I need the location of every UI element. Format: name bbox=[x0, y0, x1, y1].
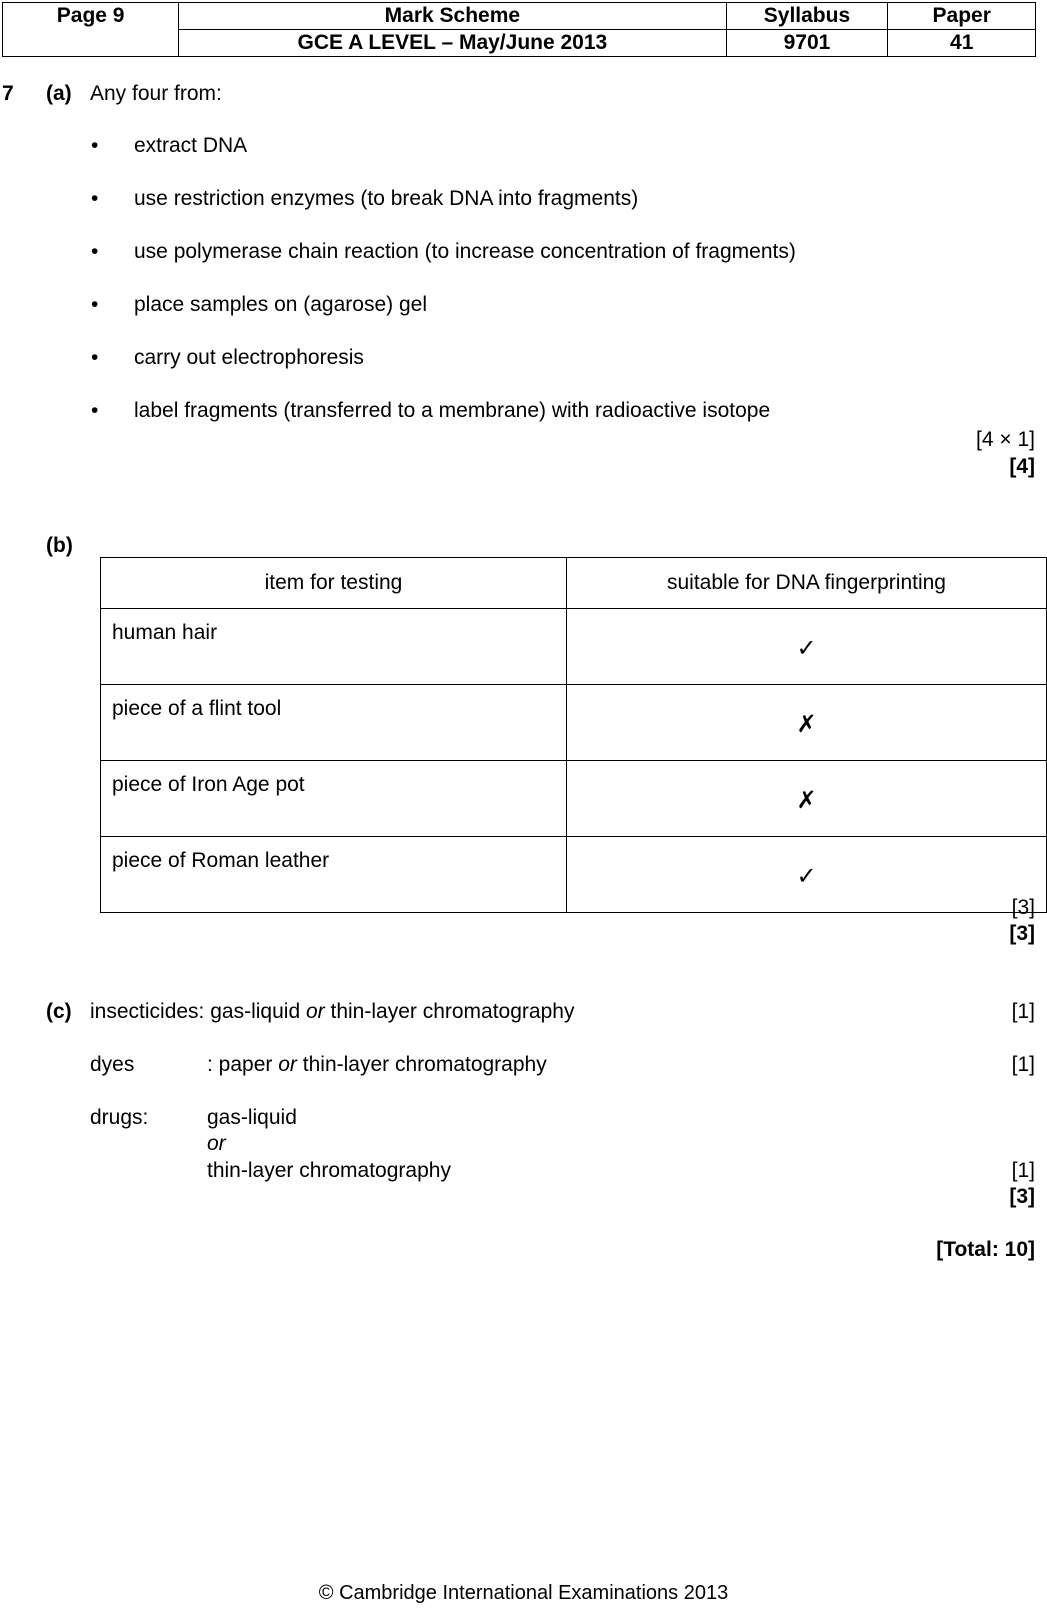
column-header-item: item for testing bbox=[101, 558, 567, 609]
bullet-text: extract DNA bbox=[134, 134, 248, 157]
drugs-or: or bbox=[207, 1132, 226, 1155]
cross-icon: ✗ bbox=[567, 685, 1047, 761]
bullet-glyph: • bbox=[91, 346, 99, 369]
table-row bbox=[101, 609, 1047, 685]
paper-number: 41 bbox=[888, 30, 1036, 57]
cross-icon: ✗ bbox=[567, 761, 1047, 837]
insecticides-method-b: thin-layer chromatography bbox=[330, 1000, 575, 1023]
dyes-method-a: : paper bbox=[207, 1053, 273, 1076]
paper-label: Paper bbox=[888, 3, 1036, 30]
bullet-glyph: • bbox=[91, 187, 99, 210]
item-cell: piece of Iron Age pot bbox=[101, 761, 567, 837]
part-b-marks-each: [3] bbox=[1011, 896, 1035, 919]
bullet-text: carry out electrophoresis bbox=[134, 346, 364, 369]
bullet-text: use restriction enzymes (to break DNA into fragments) bbox=[134, 187, 639, 210]
drugs-mark: [1] bbox=[1011, 1159, 1035, 1182]
exam-title: GCE A LEVEL – May/June 2013 bbox=[179, 30, 726, 57]
copyright-footer: © Cambridge International Examinations 2013 bbox=[318, 1582, 729, 1604]
part-a-marks-each: [4 × 1] bbox=[976, 428, 1035, 451]
part-b-label: (b) bbox=[46, 534, 73, 557]
bullet-text: label fragments (transferred to a membrane) with radioactive isotope bbox=[134, 399, 771, 422]
tick-icon: ✓ bbox=[567, 609, 1047, 685]
dyes-method-b: thin-layer chromatography bbox=[302, 1053, 547, 1076]
header-table bbox=[2, 2, 1036, 57]
bullet-text: use polymerase chain reaction (to increase concentration of fragments) bbox=[134, 240, 796, 263]
bullet-glyph: • bbox=[91, 293, 99, 316]
insecticides-or: or bbox=[305, 1000, 325, 1023]
item-cell: piece of Roman leather bbox=[101, 837, 567, 913]
dyes-label: dyes bbox=[90, 1053, 135, 1076]
tick-icon: ✓ bbox=[567, 837, 1047, 913]
mark-scheme-label: Mark Scheme bbox=[179, 3, 726, 30]
bullet-text: place samples on (agarose) gel bbox=[134, 293, 427, 316]
header-empty-cell bbox=[3, 30, 179, 57]
question-total: [Total: 10] bbox=[936, 1238, 1035, 1261]
insecticides-mark: [1] bbox=[1011, 1000, 1035, 1023]
table-row bbox=[101, 837, 1047, 913]
drugs-method-b: thin-layer chromatography bbox=[207, 1159, 451, 1182]
part-b-marks-total: [3] bbox=[1009, 922, 1035, 945]
dyes-or: or bbox=[278, 1053, 297, 1076]
bullet-glyph: • bbox=[91, 240, 99, 263]
page-label: Page 9 bbox=[3, 3, 179, 30]
table-row bbox=[101, 685, 1047, 761]
drugs-method-a: gas-liquid bbox=[207, 1106, 297, 1129]
item-cell: piece of a flint tool bbox=[101, 685, 567, 761]
insecticides-label: insecticides: bbox=[90, 1000, 205, 1023]
drugs-label: drugs: bbox=[90, 1106, 149, 1129]
part-a-marks-total: [4] bbox=[1009, 455, 1035, 478]
dyes-line bbox=[207, 1053, 547, 1077]
part-a-label: (a) bbox=[46, 82, 72, 105]
part-c-marks-total: [3] bbox=[1009, 1185, 1035, 1208]
insecticides-line bbox=[90, 1000, 574, 1024]
insecticides-method-a: gas-liquid bbox=[210, 1000, 301, 1023]
syllabus-label: Syllabus bbox=[726, 3, 888, 30]
bullet-glyph: • bbox=[91, 134, 99, 157]
bullet-glyph: • bbox=[91, 399, 99, 422]
syllabus-code: 9701 bbox=[726, 30, 888, 57]
part-a-intro: Any four from: bbox=[90, 82, 222, 105]
item-cell: human hair bbox=[101, 609, 567, 685]
table-row bbox=[101, 761, 1047, 837]
column-header-suitable: suitable for DNA fingerprinting bbox=[567, 558, 1047, 609]
dna-fingerprinting-table bbox=[100, 557, 1047, 913]
part-c-label: (c) bbox=[46, 1000, 72, 1023]
question-number: 7 bbox=[2, 82, 14, 105]
dyes-mark: [1] bbox=[1011, 1053, 1035, 1076]
